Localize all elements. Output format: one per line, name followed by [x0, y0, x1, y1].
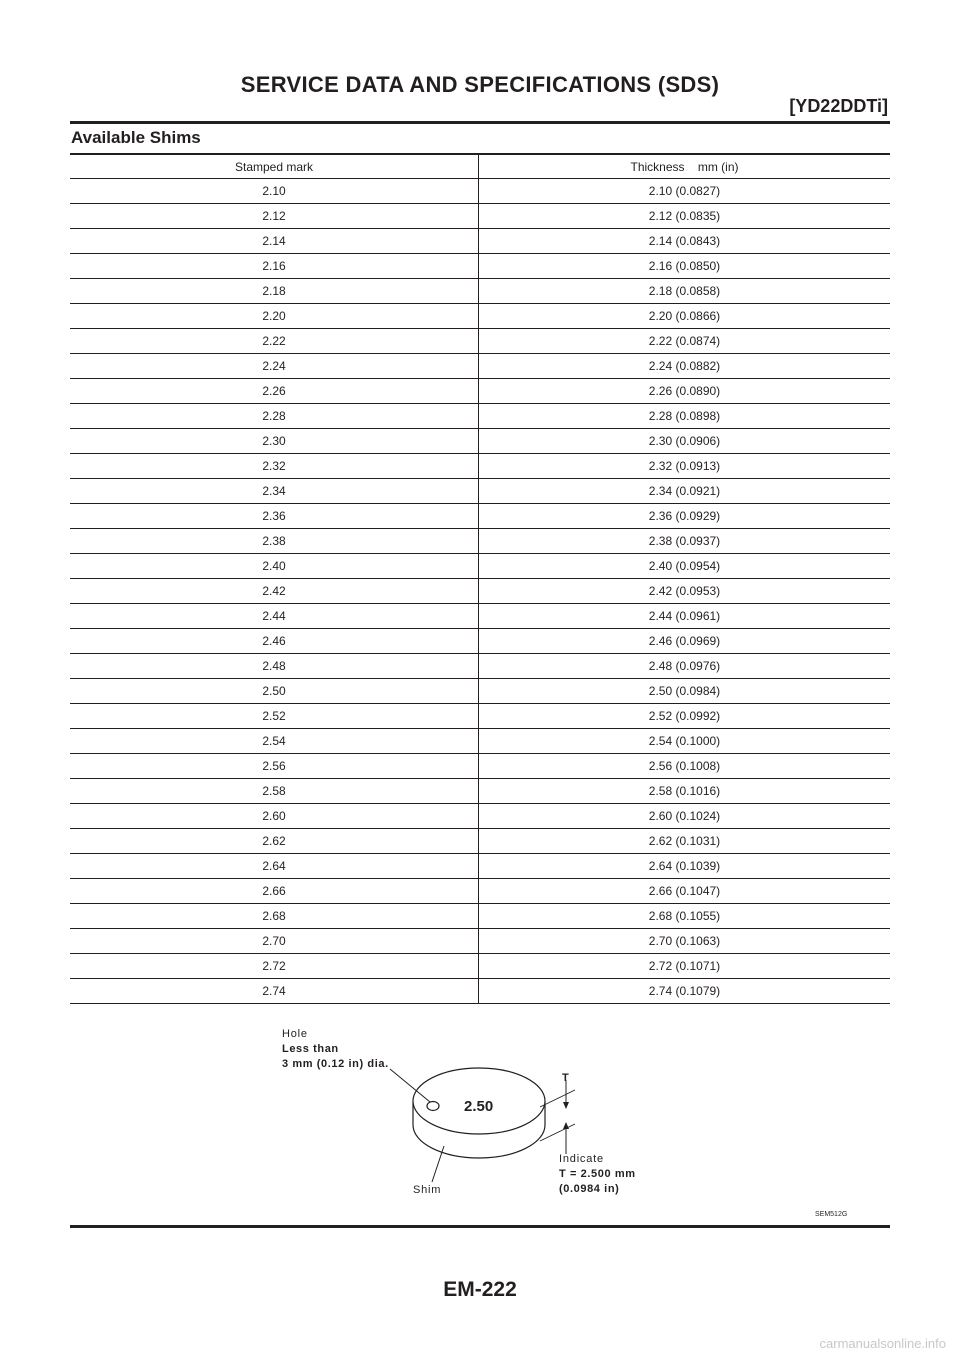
stamped-mark-cell: 2.16 [70, 254, 479, 279]
thickness-cell: 2.58 (0.1016) [479, 779, 891, 804]
stamped-mark-cell: 2.26 [70, 379, 479, 404]
thickness-cell: 2.56 (0.1008) [479, 754, 891, 779]
thickness-cell: 2.28 (0.0898) [479, 404, 891, 429]
table-row [70, 904, 890, 929]
thickness-cell: 2.10 (0.0827) [479, 179, 891, 204]
stamped-mark-cell: 2.18 [70, 279, 479, 304]
thickness-cell: 2.16 (0.0850) [479, 254, 891, 279]
thickness-cell: 2.48 (0.0976) [479, 654, 891, 679]
shim-label: Shim [413, 1184, 442, 1196]
stamped-mark-cell: 2.62 [70, 829, 479, 854]
thickness-cell: 2.22 (0.0874) [479, 329, 891, 354]
hole-note-line-1: Less than [282, 1043, 339, 1055]
table-row [70, 779, 890, 804]
figure-code: SEM512G [815, 1211, 848, 1218]
stamped-mark-cell: 2.38 [70, 529, 479, 554]
table-row [70, 579, 890, 604]
table-row [70, 479, 890, 504]
stamp-text: 2.50 [464, 1098, 494, 1115]
stamped-mark-cell: 2.56 [70, 754, 479, 779]
table-row [70, 979, 890, 1004]
table-row [70, 754, 890, 779]
indicate-value-line-2: (0.0984 in) [559, 1183, 620, 1195]
thickness-cell: 2.18 (0.0858) [479, 279, 891, 304]
stamped-mark-cell: 2.60 [70, 804, 479, 829]
shim-figure [270, 1022, 690, 1212]
thickness-cell: 2.74 (0.1079) [479, 979, 891, 1004]
hole-icon [427, 1102, 439, 1111]
thickness-cell: 2.60 (0.1024) [479, 804, 891, 829]
hole-label: Hole [282, 1028, 308, 1040]
thickness-cell: 2.64 (0.1039) [479, 854, 891, 879]
thickness-cell: 2.70 (0.1063) [479, 929, 891, 954]
table-row [70, 304, 890, 329]
stamped-mark-cell: 2.20 [70, 304, 479, 329]
table-row [70, 604, 890, 629]
thickness-cell: 2.50 (0.0984) [479, 679, 891, 704]
table-row [70, 354, 890, 379]
section-title: Available Shims [71, 128, 201, 147]
column-header-stamped-mark: Stamped mark [70, 154, 479, 179]
stamped-mark-cell: 2.30 [70, 429, 479, 454]
thickness-cell: 2.38 (0.0937) [479, 529, 891, 554]
thickness-cell: 2.54 (0.1000) [479, 729, 891, 754]
thickness-cell: 2.66 (0.1047) [479, 879, 891, 904]
table-row [70, 729, 890, 754]
arrowhead-up-icon [563, 1122, 569, 1129]
thickness-cell: 2.32 (0.0913) [479, 454, 891, 479]
table-row [70, 654, 890, 679]
table-row [70, 429, 890, 454]
stamped-mark-cell: 2.40 [70, 554, 479, 579]
stamped-mark-cell: 2.66 [70, 879, 479, 904]
thickness-cell: 2.44 (0.0961) [479, 604, 891, 629]
table-row [70, 279, 890, 304]
page-title: SERVICE DATA AND SPECIFICATIONS (SDS) [240, 72, 720, 97]
stamped-mark-cell: 2.46 [70, 629, 479, 654]
stamped-mark-cell: 2.24 [70, 354, 479, 379]
thickness-cell: 2.36 (0.0929) [479, 504, 891, 529]
stamped-mark-cell: 2.44 [70, 604, 479, 629]
stamped-mark-cell: 2.64 [70, 854, 479, 879]
table-row [70, 854, 890, 879]
thickness-cell: 2.30 (0.0906) [479, 429, 891, 454]
thickness-t-label: T [562, 1072, 569, 1084]
stamped-mark-cell: 2.48 [70, 654, 479, 679]
indicate-value-line-1: T = 2.500 mm [559, 1168, 636, 1180]
table-row [70, 804, 890, 829]
arrowhead-down-icon [563, 1102, 569, 1109]
thickness-cell: 2.46 (0.0969) [479, 629, 891, 654]
table-row [70, 329, 890, 354]
engine-model-tag: [YD22DDTi] [789, 96, 888, 116]
table-row [70, 554, 890, 579]
table-row [70, 379, 890, 404]
thickness-cell: 2.62 (0.1031) [479, 829, 891, 854]
thickness-cell: 2.34 (0.0921) [479, 479, 891, 504]
stamped-mark-cell: 2.14 [70, 229, 479, 254]
stamped-mark-cell: 2.68 [70, 904, 479, 929]
indicate-label: Indicate [559, 1153, 604, 1165]
page-number: EM-222 [443, 1278, 517, 1301]
stamped-mark-cell: 2.50 [70, 679, 479, 704]
header-rule [70, 121, 890, 124]
shim-table [70, 153, 890, 1004]
thickness-cell: 2.14 (0.0843) [479, 229, 891, 254]
stamped-mark-cell: 2.74 [70, 979, 479, 1004]
thickness-cell: 2.20 (0.0866) [479, 304, 891, 329]
table-row [70, 829, 890, 854]
shim-illustration [270, 1022, 690, 1212]
table-row [70, 404, 890, 429]
table-row [70, 954, 890, 979]
table-header-row [70, 154, 890, 179]
stamped-mark-cell: 2.70 [70, 929, 479, 954]
thickness-cell: 2.52 (0.0992) [479, 704, 891, 729]
thickness-cell: 2.12 (0.0835) [479, 204, 891, 229]
stamped-mark-cell: 2.10 [70, 179, 479, 204]
table-row [70, 629, 890, 654]
stamped-mark-cell: 2.72 [70, 954, 479, 979]
stamped-mark-cell: 2.58 [70, 779, 479, 804]
stamped-mark-cell: 2.52 [70, 704, 479, 729]
stamped-mark-cell: 2.22 [70, 329, 479, 354]
stamped-mark-cell: 2.36 [70, 504, 479, 529]
thickness-cell: 2.72 (0.1071) [479, 954, 891, 979]
thickness-cell: 2.24 (0.0882) [479, 354, 891, 379]
table-row [70, 179, 890, 204]
stamped-mark-cell: 2.42 [70, 579, 479, 604]
shim-table-body [70, 179, 890, 1004]
stamped-mark-cell: 2.32 [70, 454, 479, 479]
stamped-mark-cell: 2.34 [70, 479, 479, 504]
thickness-cell: 2.68 (0.1055) [479, 904, 891, 929]
table-row [70, 879, 890, 904]
watermark: carmanualsonline.info [819, 1336, 946, 1351]
table-row [70, 204, 890, 229]
table-row [70, 254, 890, 279]
table-row [70, 504, 890, 529]
footer-rule [70, 1225, 890, 1228]
stamped-mark-cell: 2.12 [70, 204, 479, 229]
thickness-cell: 2.42 (0.0953) [479, 579, 891, 604]
table-row [70, 929, 890, 954]
hole-note-line-2: 3 mm (0.12 in) dia. [282, 1058, 389, 1070]
table-row [70, 454, 890, 479]
thickness-cell: 2.40 (0.0954) [479, 554, 891, 579]
table-row [70, 229, 890, 254]
column-header-thickness: Thickness mm (in) [479, 154, 891, 179]
thickness-cell: 2.26 (0.0890) [479, 379, 891, 404]
table-row [70, 529, 890, 554]
table-row [70, 704, 890, 729]
stamped-mark-cell: 2.28 [70, 404, 479, 429]
stamped-mark-cell: 2.54 [70, 729, 479, 754]
table-row [70, 679, 890, 704]
